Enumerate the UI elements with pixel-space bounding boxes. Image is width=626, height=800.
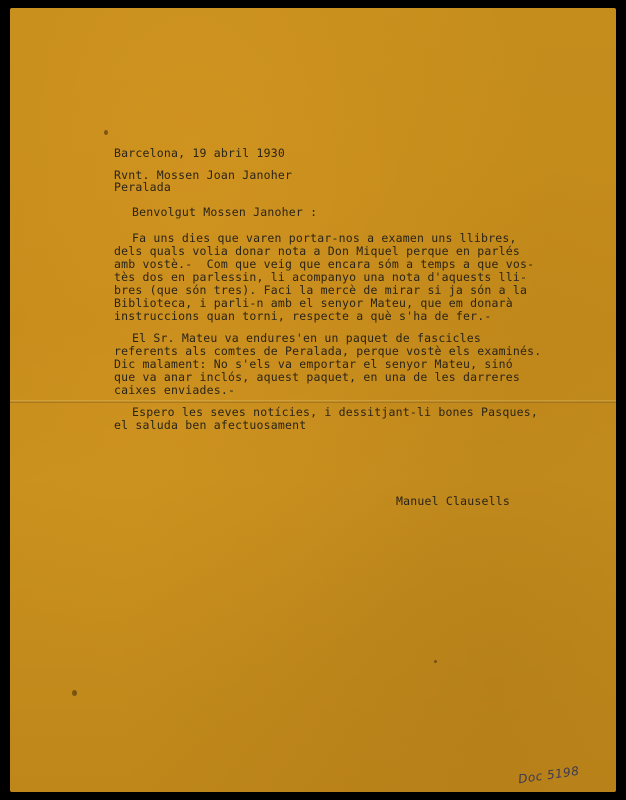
paragraph-1-line: Biblioteca, i parli-n amb el senyor Mateu, que em donarà bbox=[114, 296, 513, 310]
paragraph-1-line: instruccions quan torni, respecte a què s'ha de fer.- bbox=[114, 309, 492, 323]
recipient-location: Peralada bbox=[114, 180, 171, 194]
paragraph-2-line: que va anar inclós, aquest paquet, en una de les darreres bbox=[114, 370, 521, 384]
paragraph-1-line: bres (que són tres). Faci la mercè de mirar si ja són a la bbox=[114, 283, 528, 297]
paper-sheet bbox=[10, 8, 616, 792]
signature: Manuel Clausells bbox=[396, 494, 510, 508]
paragraph-1-line: Fa uns dies que varen portar-nos a examen uns llibres, bbox=[132, 231, 517, 245]
paragraph-3-line: el saluda ben afectuosament bbox=[114, 418, 307, 432]
paragraph-1-line: amb vostè.- Com que veig que encara sóm a temps a que vos- bbox=[114, 257, 535, 271]
paragraph-1-line: tès dos en parlessin, li acompanyo una nota d'aquests lli- bbox=[114, 270, 528, 284]
paragraph-1-line: dels quals volia donar nota a Don Miquel perque en parlés bbox=[114, 244, 521, 258]
recipient-name: Rvnt. Mossen Joan Janoher bbox=[114, 168, 293, 182]
letter-text bbox=[10, 8, 616, 792]
paragraph-2-line: Dic malament: No s'els va emportar el senyor Mateu, sinó bbox=[114, 357, 513, 371]
paragraph-3-line: Espero les seves notícies, i dessitjant-li bones Pasques, bbox=[132, 405, 539, 419]
place-date: Barcelona, 19 abril 1930 bbox=[114, 146, 285, 160]
salutation: Benvolgut Mossen Janoher : bbox=[132, 205, 318, 219]
paragraph-2-line: El Sr. Mateu va endures'en un paquet de fascicles bbox=[132, 331, 482, 345]
paragraph-2-line: referents als comtes de Peralada, perque vostè els examinés. bbox=[114, 344, 542, 358]
paragraph-2-line: caixes enviades.- bbox=[114, 383, 236, 397]
archive-number: Doc 5198 bbox=[517, 763, 581, 787]
